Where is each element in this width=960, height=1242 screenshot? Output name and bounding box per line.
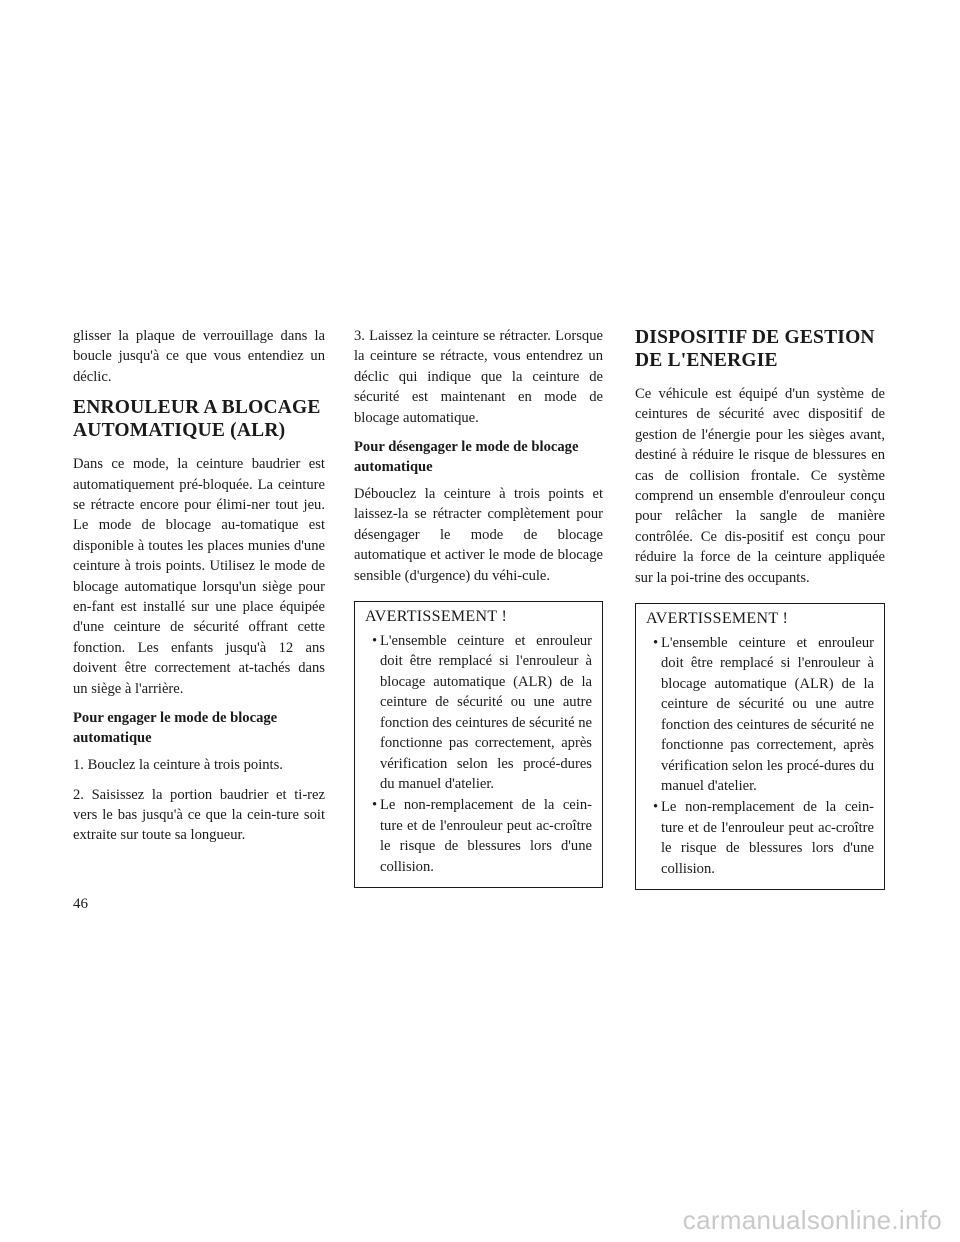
warning-list bbox=[365, 631, 592, 877]
disengage-paragraph: Débouclez la ceinture à trois points et laissez-la se rétracter complètement pour désengager le mode de blocage automatique et activer le mode de blocage sensible (d'urgence) du véhi-cule. bbox=[354, 486, 603, 584]
column-left bbox=[73, 326, 325, 855]
step-2: 2. Saisissez la portion baudrier et ti-rez vers le bas jusqu'à ce que la cein-ture soit extraite sur toute sa longueur. bbox=[73, 786, 325, 844]
warning-item-text: Le non-remplacement de la cein-ture et de l'enrouleur peut ac-croître le risque de blessures lors d'une collision. bbox=[661, 799, 874, 877]
warning-list bbox=[646, 633, 874, 879]
alr-paragraph: Dans ce mode, la ceinture baudrier est automatiquement pré-bloquée. La ceinture se rétracte encore pour élimi-ner tout jeu. Le mode de blocage au-tomatique est disponible à toutes les places munies d'une ceinture à trois points. Utilisez le mode de blocage automatique lorsqu'un siège pour en-fant est installé sur une place équipée d'une ceinture de sécurité offrant cette fonction. Les enfants jusqu'à 12 ans doivent être correctement at-tachés dans un siège à l'arrière. bbox=[73, 456, 325, 697]
intro-paragraph: glisser la plaque de verrouillage dans la boucle jusqu'à ce que vous entendiez un déclic. bbox=[73, 328, 325, 385]
bullet-icon: • bbox=[653, 635, 659, 652]
warning-item bbox=[365, 795, 592, 877]
warning-item bbox=[646, 797, 874, 879]
bullet-icon: • bbox=[372, 633, 378, 650]
warning-item bbox=[646, 633, 874, 796]
warning-box bbox=[354, 601, 603, 888]
column-middle bbox=[354, 326, 603, 888]
bullet-icon: • bbox=[653, 799, 659, 816]
engage-subheading: Pour engager le mode de blocage automatique bbox=[73, 710, 278, 747]
warning-item-text: L'ensemble ceinture et enrouleur doit être remplacé si l'enrouleur à blocage automatique (ALR) de la ceinture de sécurité ou une autre fonction des ceintures de sécurité ne fonctionne pas correctement, après vérification selon les procé-dures du manuel d'atelier. bbox=[380, 633, 592, 792]
section-heading-energy: DISPOSITIF DE GESTION DE L'ENERGIE bbox=[635, 327, 875, 371]
warning-title: AVERTISSEMENT ! bbox=[365, 608, 508, 626]
section-heading-alr: ENROULEUR A BLOCAGE AUTOMATIQUE (ALR) bbox=[73, 397, 321, 442]
warning-item bbox=[365, 631, 592, 794]
warning-item-text: Le non-remplacement de la cein-ture et de l'enrouleur peut ac-croître le risque de blessures lors d'une collision. bbox=[380, 797, 592, 875]
watermark[interactable]: carmanualsonline.info bbox=[682, 1205, 942, 1235]
step-1: 1. Bouclez la ceinture à trois points. bbox=[73, 757, 283, 774]
warning-box bbox=[635, 603, 885, 890]
warning-title: AVERTISSEMENT ! bbox=[646, 610, 789, 628]
page-number: 46 bbox=[73, 896, 88, 912]
warning-item-text: L'ensemble ceinture et enrouleur doit être remplacé si l'enrouleur à blocage automatique (ALR) de la ceinture de sécurité ou une autre fonction des ceintures de sécurité ne fonctionne pas correctement, après vérification selon les procé-dures du manuel d'atelier. bbox=[661, 635, 874, 794]
energy-paragraph: Ce véhicule est équipé d'un système de ceintures de sécurité avec dispositif de gestion de l'énergie pour les sièges avant, destiné à réduire le risque de blessures en cas de collision frontale. Ce système comprend un ensemble d'enrouleur conçu pour relâcher la sangle de manière contrôlée. Ce dis-positif est conçu pour réduire la force de la ceinture appliquée sur la poi-trine des occupants. bbox=[635, 386, 885, 586]
bullet-icon: • bbox=[372, 797, 378, 814]
column-right bbox=[635, 326, 885, 890]
step-3: 3. Laissez la ceinture se rétracter. Lorsque la ceinture se rétracte, vous entendrez un déclic qui indique que la ceinture de sécurité est maintenant en mode de blocage automatique. bbox=[354, 328, 603, 426]
disengage-subheading: Pour désengager le mode de blocage automatique bbox=[354, 439, 579, 476]
